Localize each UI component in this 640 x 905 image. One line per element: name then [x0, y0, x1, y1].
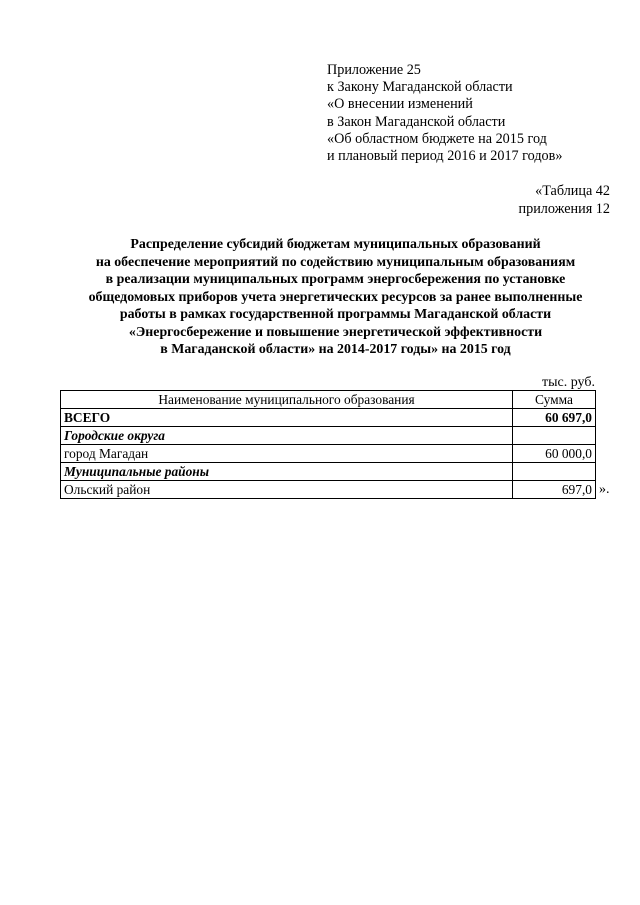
appendix-line: «О внесении изменений — [327, 96, 473, 113]
appendix-header — [327, 62, 562, 165]
row-name-cell: Ольский район — [61, 481, 513, 499]
header-sum-cell: Сумма — [513, 391, 596, 409]
units-label: тыс. руб. — [542, 375, 595, 390]
title-line: общедомовых приборов учета энергетических ресурсов за ранее выполненные — [88, 289, 583, 305]
title-line: в реализации муниципальных программ энергосбережения по установке — [105, 272, 566, 287]
table-header-row — [61, 391, 596, 409]
appendix-line: к Закону Магаданской области — [327, 79, 513, 96]
title-line: на обеспечение мероприятий по содействию муниципальным образованиям — [95, 254, 576, 270]
appendix-line: и плановый период 2016 и 2017 годов» — [327, 148, 563, 165]
table-row — [61, 463, 596, 481]
row-sum-cell: 60 697,0 — [513, 409, 596, 427]
row-sum-cell — [513, 427, 596, 445]
table-row — [61, 445, 596, 463]
table-ref-line: приложения 12 — [518, 200, 610, 217]
closing-quote: ». — [599, 482, 610, 497]
row-name-cell: ВСЕГО — [61, 409, 513, 427]
title-line: Распределение субсидий бюджетам муниципальных образований — [130, 237, 541, 252]
subsidy-table — [60, 390, 596, 499]
header-name-cell: Наименование муниципального образования — [61, 391, 513, 409]
row-sum-cell — [513, 463, 596, 481]
appendix-line: Приложение 25 — [327, 62, 421, 78]
row-name-cell: город Магадан — [61, 445, 513, 463]
row-sum-cell: 697,0 — [513, 481, 596, 499]
table-reference — [519, 183, 610, 218]
row-name-cell: Городские округа — [61, 427, 513, 445]
title-line: «Энергосбережение и повышение энергетической эффективности — [128, 324, 543, 340]
table-row — [61, 481, 596, 499]
title-line: работы в рамках государственной программы Магаданской области — [119, 307, 552, 322]
appendix-line: в Закон Магаданской области — [327, 113, 506, 130]
row-sum-cell: 60 000,0 — [513, 445, 596, 463]
row-name-cell: Муниципальные районы — [61, 463, 513, 481]
table-ref-line: «Таблица 42 — [535, 183, 610, 199]
title-line: в Магаданской области» на 2014-2017 годы» на 2015 год — [160, 342, 511, 357]
table-row — [61, 427, 596, 445]
appendix-line: «Об областном бюджете на 2015 год — [327, 130, 547, 147]
document-title — [30, 236, 640, 359]
table-row — [61, 409, 596, 427]
